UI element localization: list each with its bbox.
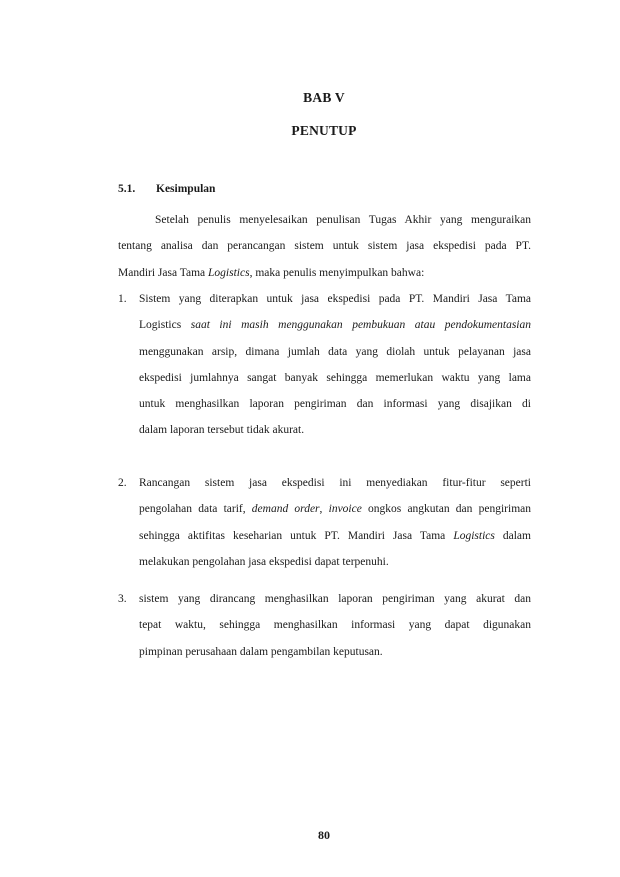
text-line: sehingga aktifitas keseharian untuk PT. Mandiri Jasa Tama Logistics dalam [139,529,531,542]
list-marker: 1. [118,293,127,305]
text-line: Setelah penulis menyelesaikan penulisan Tugas Akhir yang menguraikan [155,214,531,226]
conclusion-item-1 [118,289,531,447]
text-line: pimpinan perusahaan dalam pengambilan keputusan. [139,645,383,658]
text-line: pengolahan data tarif, demand order, invoice ongkos angkutan dan pengiriman [139,503,531,516]
chapter-heading: BAB V [303,90,345,105]
intro-paragraph [118,210,531,289]
text-line: menggunakan arsip, dimana jumlah data yang diolah untuk pelayanan jasa [139,345,531,358]
text-line: tentang analisa dan perancangan sistem untuk sistem jasa ekspedisi pada PT. [118,240,531,253]
section-heading [118,183,215,195]
list-marker: 3. [118,593,127,605]
italic-term: saat ini masih menggunakan pembukuan atau pendokumentasian [181,319,531,332]
text-line: Mandiri Jasa Tama Logistics, maka penulis menyimpulkan bahwa: [118,266,425,279]
text-line: tepat waktu, sehingga menghasilkan informasi yang dapat digunakan [139,619,531,632]
text-line: untuk menghasilkan laporan pengiriman dan informasi yang disajikan di [139,398,531,411]
italic-term: demand order [251,503,320,516]
page-number: 80 [318,828,330,842]
text-line: dalam laporan tersebut tidak akurat. [139,424,305,437]
italic-term: Logistics [208,266,250,279]
section-number: 5.1. [118,183,136,195]
italic-term: Logistics [453,529,495,542]
text-line: ekspedisi jumlahnya sangat banyak sehingga memerlukan waktu yang lama [139,371,531,384]
text-line: melakukan pengolahan jasa ekspedisi dapat terpenuhi. [139,555,389,568]
conclusion-item-3 [118,589,531,668]
conclusion-item-2 [118,473,531,578]
text-line: Sistem yang diterapkan untuk jasa ekspedisi pada PT. Mandiri Jasa Tama [139,293,531,305]
text-line: Logistics saat ini masih menggunakan pembukuan atau pendokumentasian [139,319,531,332]
list-marker: 2. [118,477,127,489]
text-line: Rancangan sistem jasa ekspedisi ini menyediakan fitur-fitur seperti [139,477,531,489]
italic-term: invoice [328,503,362,516]
section-title: Kesimpulan [156,183,216,195]
text-line: sistem yang dirancang menghasilkan laporan pengiriman yang akurat dan [139,593,531,605]
chapter-title: PENUTUP [291,123,357,138]
